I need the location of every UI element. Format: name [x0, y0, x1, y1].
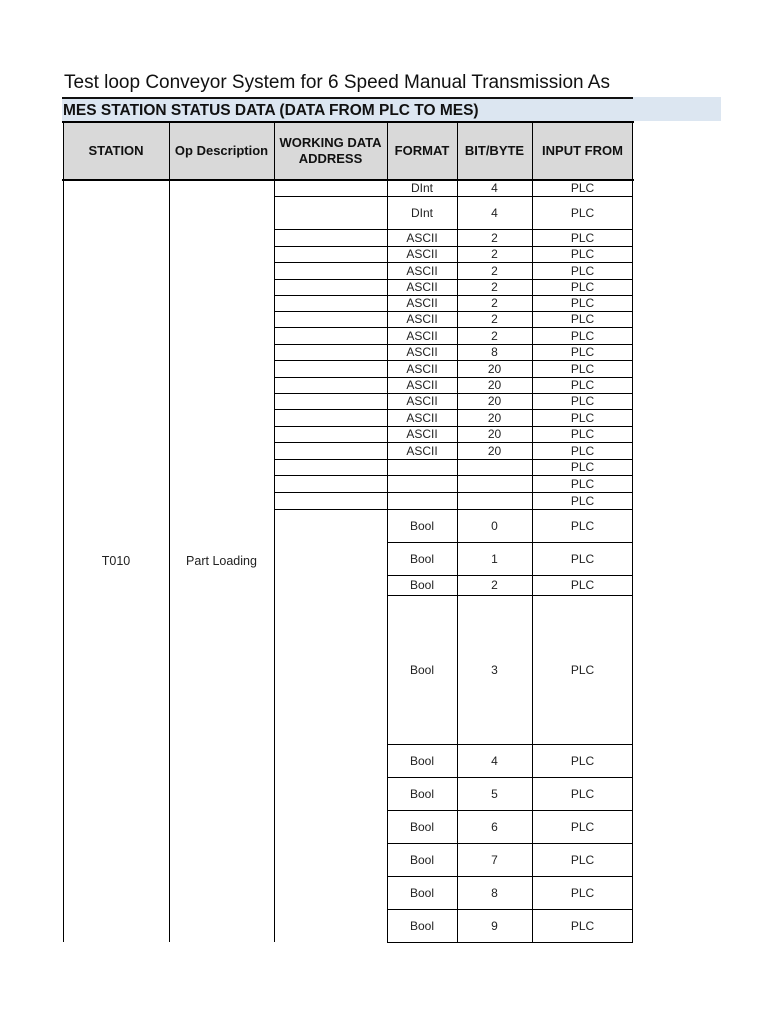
cell-bit-byte: 2: [491, 312, 498, 326]
grid-vline: [457, 121, 458, 942]
cell-format: ASCII: [406, 230, 438, 245]
cell-format: Bool: [409, 578, 435, 592]
grid-hline: [387, 492, 633, 493]
grid-hline: [274, 246, 387, 247]
grid-vline: [632, 121, 633, 942]
cell-format: ASCII: [406, 328, 438, 343]
cell-input-from: PLC: [570, 443, 595, 458]
grid-vline: [387, 121, 388, 942]
cell-format: Bool: [409, 662, 435, 677]
grid-hline: [274, 327, 387, 328]
grid-hline: [274, 442, 387, 443]
cell-bit-byte: 2: [491, 578, 498, 592]
cell-format: ASCII: [406, 443, 438, 458]
cell-input-from: PLC: [570, 328, 595, 343]
cell-input-from: PLC: [570, 205, 595, 220]
grid-vline: [274, 121, 275, 942]
grid-hline: [274, 409, 387, 410]
cell-bit-byte: 20: [487, 378, 502, 392]
cell-format: ASCII: [406, 280, 438, 294]
cell-format: Bool: [409, 551, 435, 566]
grid-hline: [387, 744, 633, 745]
grid-hline: [274, 475, 387, 476]
cell-bit-byte: 5: [491, 786, 498, 801]
cell-bit-byte: [457, 459, 532, 475]
cell-format: Bool: [409, 852, 435, 867]
grid-hline: [387, 810, 633, 811]
cell-format: DInt: [410, 205, 433, 220]
grid-hline: [274, 492, 387, 493]
cell-input-from: PLC: [570, 181, 595, 195]
section-subtitle: MES STATION STATUS DATA (DATA FROM PLC TO MES): [62, 97, 633, 121]
grid-hline: [274, 459, 387, 460]
grid-hline: [274, 360, 387, 361]
grid-hline: [274, 509, 387, 510]
cell-input-from: PLC: [570, 230, 595, 245]
cell-input-from: PLC: [570, 578, 595, 592]
grid-hline: [387, 377, 633, 378]
cell-format: ASCII: [406, 427, 438, 441]
cell-format: ASCII: [406, 296, 438, 310]
cell-format: Bool: [409, 885, 435, 900]
cell-input-from: PLC: [570, 476, 595, 491]
cell-input-from: PLC: [570, 427, 595, 441]
cell-bit-byte: 2: [491, 296, 498, 310]
cell-format: ASCII: [406, 410, 438, 425]
grid-hline: [62, 121, 634, 123]
cell-format: ASCII: [406, 361, 438, 376]
grid-hline: [387, 459, 633, 460]
cell-bit-byte: 20: [487, 394, 502, 408]
cell-bit-byte: 2: [491, 263, 498, 278]
cell-input-from: PLC: [570, 918, 595, 933]
cell-bit-byte: 3: [491, 662, 498, 677]
cell-format: [387, 475, 457, 492]
cell-format: DInt: [410, 181, 433, 195]
cell-bit-byte: 8: [491, 885, 498, 900]
grid-hline: [387, 262, 633, 263]
cell-format: Bool: [409, 918, 435, 933]
grid-hline: [62, 179, 634, 181]
grid-hline: [387, 360, 633, 361]
cell-input-from: PLC: [570, 263, 595, 278]
station-cell: T010: [101, 554, 131, 568]
header-working-data-address: WORKING DATA ADDRESS: [274, 122, 387, 180]
cell-input-from: PLC: [570, 460, 595, 474]
grid-hline: [387, 279, 633, 280]
cell-bit-byte: 7: [491, 852, 498, 867]
cell-input-from: PLC: [570, 410, 595, 425]
cell-input-from: PLC: [570, 819, 595, 834]
cell-input-from: PLC: [570, 786, 595, 801]
cell-format: ASCII: [406, 263, 438, 278]
grid-hline: [387, 876, 633, 877]
cell-input-from: PLC: [570, 361, 595, 376]
cell-format: Bool: [409, 753, 435, 768]
cell-bit-byte: [457, 475, 532, 492]
cell-bit-byte: 4: [491, 181, 498, 195]
cell-input-from: PLC: [570, 296, 595, 310]
cell-format: ASCII: [406, 394, 438, 408]
grid-hline: [387, 344, 633, 345]
cell-format: [387, 492, 457, 509]
cell-input-from: PLC: [570, 753, 595, 768]
grid-hline: [274, 295, 387, 296]
cell-input-from: PLC: [570, 378, 595, 392]
cell-bit-byte: 1: [491, 551, 498, 566]
cell-input-from: PLC: [570, 394, 595, 408]
grid-hline: [387, 509, 633, 510]
header-bit-byte: BIT/BYTE: [457, 122, 532, 180]
cell-bit-byte: 20: [487, 361, 502, 376]
cell-input-from: PLC: [570, 852, 595, 867]
grid-hline: [274, 196, 387, 197]
cell-bit-byte: 20: [487, 443, 502, 458]
grid-hline: [387, 909, 633, 910]
cell-input-from: PLC: [570, 247, 595, 261]
grid-hline: [274, 229, 387, 230]
cell-bit-byte: 2: [491, 280, 498, 294]
cell-input-from: PLC: [570, 518, 595, 533]
op-description-cell: Part Loading: [186, 554, 257, 568]
grid-hline: [387, 942, 633, 943]
cell-input-from: PLC: [570, 312, 595, 326]
cell-input-from: PLC: [570, 493, 595, 508]
cell-format: ASCII: [406, 378, 438, 392]
cell-bit-byte: 8: [491, 345, 498, 359]
cell-bit-byte: 6: [491, 819, 498, 834]
header-input-from: INPUT FROM: [532, 122, 633, 180]
grid-hline: [387, 777, 633, 778]
cell-bit-byte: 9: [491, 918, 498, 933]
cell-bit-byte: 2: [491, 230, 498, 245]
cell-format: ASCII: [406, 345, 438, 359]
cell-bit-byte: 20: [487, 410, 502, 425]
header-station: STATION: [63, 122, 169, 180]
grid-vline: [63, 121, 64, 942]
grid-hline: [274, 279, 387, 280]
cell-bit-byte: 4: [491, 205, 498, 220]
grid-hline: [387, 311, 633, 312]
cell-bit-byte: 20: [487, 427, 502, 441]
grid-hline: [274, 262, 387, 263]
cell-bit-byte: 2: [491, 328, 498, 343]
grid-hline: [387, 575, 633, 576]
grid-hline: [387, 426, 633, 427]
grid-vline: [532, 121, 533, 942]
document-title: Test loop Conveyor System for 6 Speed Manual Transmission As: [64, 72, 610, 93]
cell-format: ASCII: [406, 247, 438, 261]
grid-hline: [387, 442, 633, 443]
grid-hline: [387, 843, 633, 844]
cell-input-from: PLC: [570, 551, 595, 566]
grid-hline: [387, 393, 633, 394]
grid-hline: [274, 311, 387, 312]
grid-vline: [169, 121, 170, 942]
grid-hline: [387, 595, 633, 596]
grid-hline: [387, 246, 633, 247]
cell-bit-byte: 2: [491, 247, 498, 261]
grid-hline: [274, 377, 387, 378]
header-op-description: Op Description: [169, 122, 274, 180]
grid-hline: [387, 409, 633, 410]
cell-format: ASCII: [406, 312, 438, 326]
grid-hline: [387, 229, 633, 230]
cell-input-from: PLC: [570, 280, 595, 294]
grid-hline: [274, 393, 387, 394]
grid-hline: [387, 327, 633, 328]
header-format: FORMAT: [387, 122, 457, 180]
cell-format: Bool: [409, 786, 435, 801]
cell-bit-byte: [457, 492, 532, 509]
cell-bit-byte: 0: [491, 518, 498, 533]
cell-format: [387, 459, 457, 475]
grid-hline: [274, 344, 387, 345]
grid-hline: [387, 295, 633, 296]
cell-input-from: PLC: [570, 885, 595, 900]
grid-hline: [387, 196, 633, 197]
grid-hline: [387, 475, 633, 476]
grid-hline: [387, 542, 633, 543]
cell-input-from: PLC: [570, 662, 595, 677]
grid-hline: [274, 426, 387, 427]
cell-format: Bool: [409, 819, 435, 834]
cell-format: Bool: [409, 518, 435, 533]
cell-input-from: PLC: [570, 345, 595, 359]
cell-bit-byte: 4: [491, 753, 498, 768]
